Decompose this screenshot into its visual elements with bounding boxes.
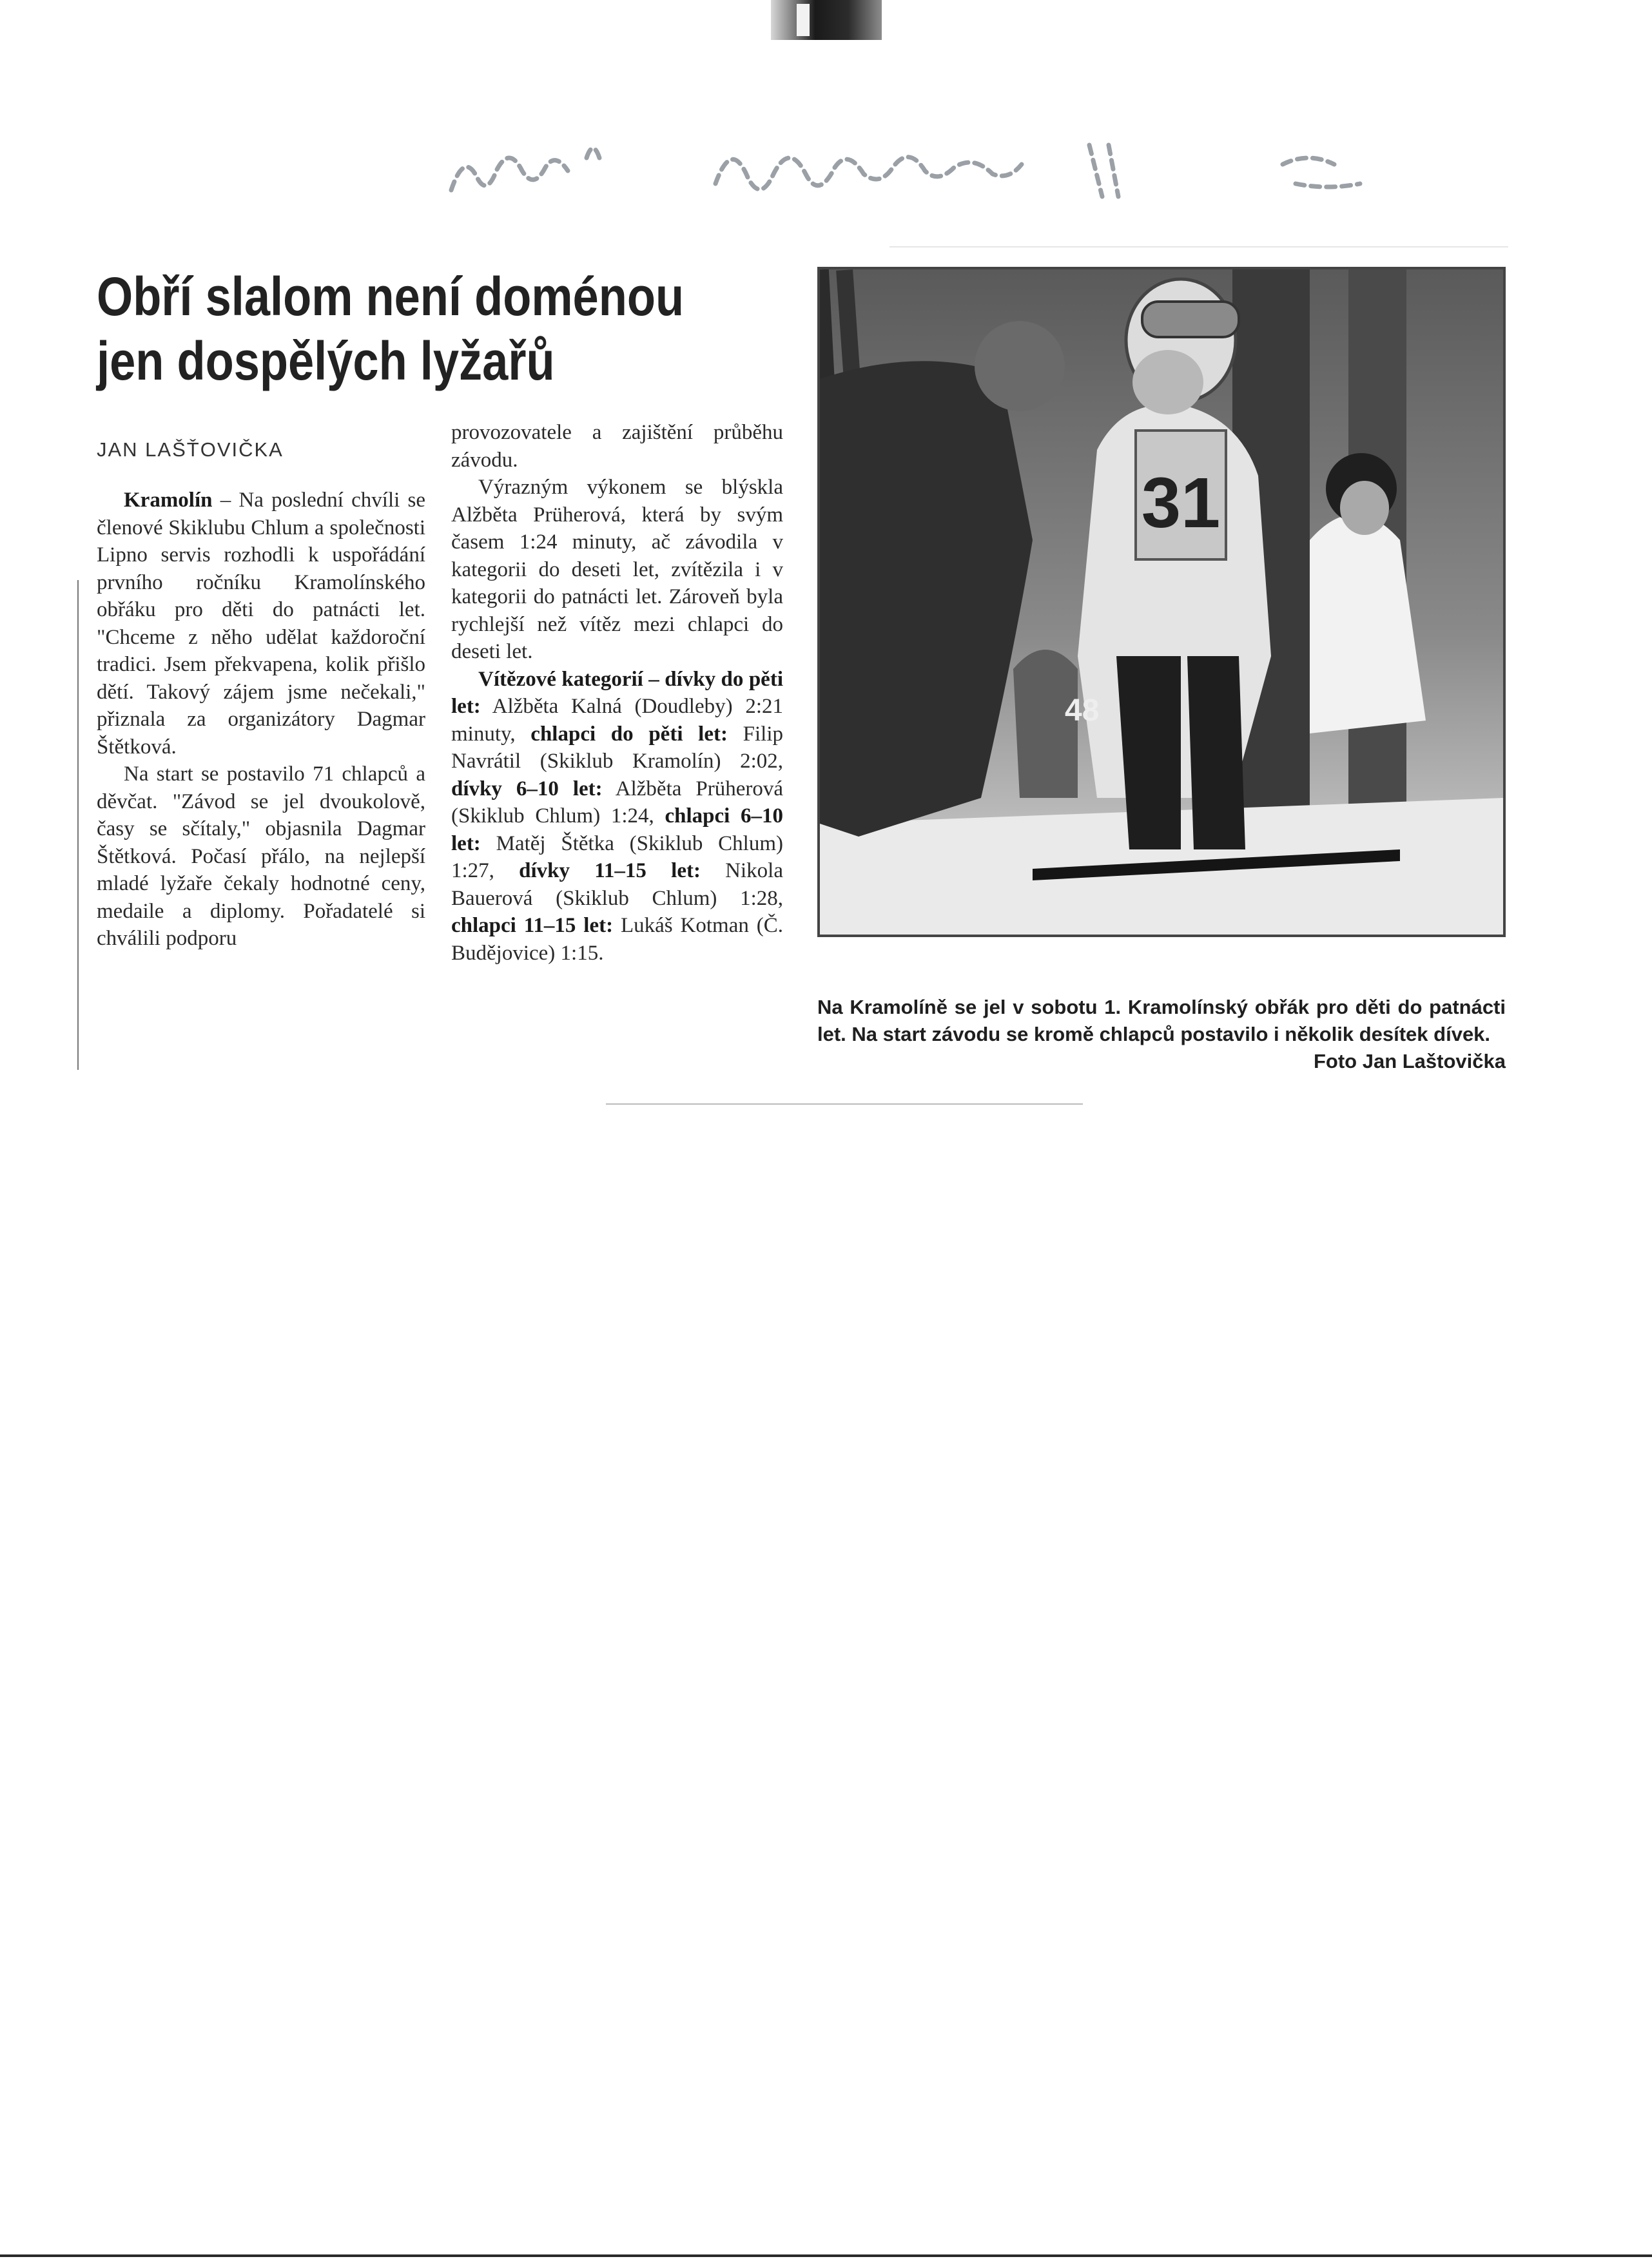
paragraph: Na start se postavilo 71 chlapců a děvčat. "Závod se jel dvoukolově, časy se sčítaly," objasnila Dagmar Štětková. Počasí přálo, na nejlepší mladé lyžaře čekaly hodnotné ceny, medaile a diplomy. Pořadatelé si chválili podporu bbox=[97, 762, 425, 950]
results-paragraph bbox=[451, 666, 783, 967]
child-face bbox=[1132, 350, 1203, 414]
results-heading: Vítězové kategorií – dívky do pěti let: bbox=[451, 667, 783, 718]
result-category: dívky 6–10 let: bbox=[451, 777, 603, 800]
margin-rule bbox=[77, 580, 79, 1070]
photo-illustration bbox=[820, 269, 1503, 935]
bottom-rule bbox=[606, 1103, 1083, 1105]
byline: JAN LAŠŤOVIČKA bbox=[97, 438, 284, 461]
result-category: chlapci do pěti let: bbox=[530, 722, 728, 746]
handwritten-scribble bbox=[445, 119, 1392, 209]
paragraph-text: – Na poslední chvíli se členové Skiklubu Chlum a společnosti Lipno servis rozhodli k uspořádání prvního ročníku Kramolínského obřáku pro děti do patnácti let. "Chceme z něho udělat každoroční tradici. Jsem překvapena, kolik přišlo dětí. Takový zájem jsme nečekali," přiznala za organizátory Dagmar Štětková. bbox=[97, 489, 425, 759]
paragraph: Výrazným výkonem se blýskla Alžběta Prüherová, která by svým časem 1:24 minuty, ač závodila v kategorii do deseti let, zvítězila i v kategorii do patnácti let. Zároveň byla rychlejší než vítěz mezi chlapci do deseti let. bbox=[451, 476, 783, 663]
caption-text: Na Kramolíně se jel v sobotu 1. Kramolínský obřák pro děti do patnácti let. Na start závodu se kromě chlapců postavilo i několik desítek dívek. bbox=[817, 996, 1506, 1045]
article-headline bbox=[97, 264, 701, 393]
bib-number-small: 48 bbox=[1065, 693, 1100, 728]
top-rule bbox=[889, 246, 1508, 247]
headline-line-2: jen dospělých lyžařů bbox=[97, 331, 555, 391]
page-edge-line bbox=[0, 2254, 1652, 2257]
news-photo bbox=[817, 267, 1506, 937]
adult-head bbox=[975, 321, 1065, 411]
bib-number: 31 bbox=[1141, 463, 1221, 543]
result-text: Nikola Bauerová (Skiklub Chlum) 1:28, bbox=[451, 859, 783, 910]
girl-face bbox=[1340, 481, 1389, 535]
result-text: Lukáš Kotman (Č. Budějovice) 1:15. bbox=[451, 914, 784, 965]
scanner-mark bbox=[771, 0, 882, 40]
result-text: Matěj Štětka (Skiklub Chlum) 1:27, bbox=[451, 831, 783, 882]
photo-credit: Foto Jan Laštovička bbox=[1313, 1050, 1506, 1072]
goggles bbox=[1142, 302, 1239, 337]
result-text: Alžběta Kalná (Doudleby) 2:21 minuty, bbox=[451, 695, 783, 746]
headline-line-1: Obří slalom není doménou bbox=[97, 266, 685, 327]
article-column-1 bbox=[97, 487, 425, 953]
result-category: chlapci 11–15 let: bbox=[451, 914, 614, 937]
result-text: Alžběta Prüherová (Skiklub Chlum) 1:24, bbox=[451, 777, 783, 828]
result-category: dívky 11–15 let: bbox=[519, 859, 701, 882]
handwritten-header bbox=[445, 119, 1392, 209]
paragraph bbox=[97, 487, 425, 761]
result-text: Filip Navrátil (Skiklub Kramolín) 2:02, bbox=[451, 722, 783, 773]
article-column-2 bbox=[451, 419, 783, 967]
paragraph: provozovatele a zajištění průběhu závodu. bbox=[451, 421, 783, 472]
dateline: Kramolín bbox=[124, 489, 213, 512]
result-category: chlapci 6–10 let: bbox=[451, 804, 784, 855]
photo-caption bbox=[817, 994, 1506, 1075]
child-leg bbox=[1187, 656, 1245, 849]
